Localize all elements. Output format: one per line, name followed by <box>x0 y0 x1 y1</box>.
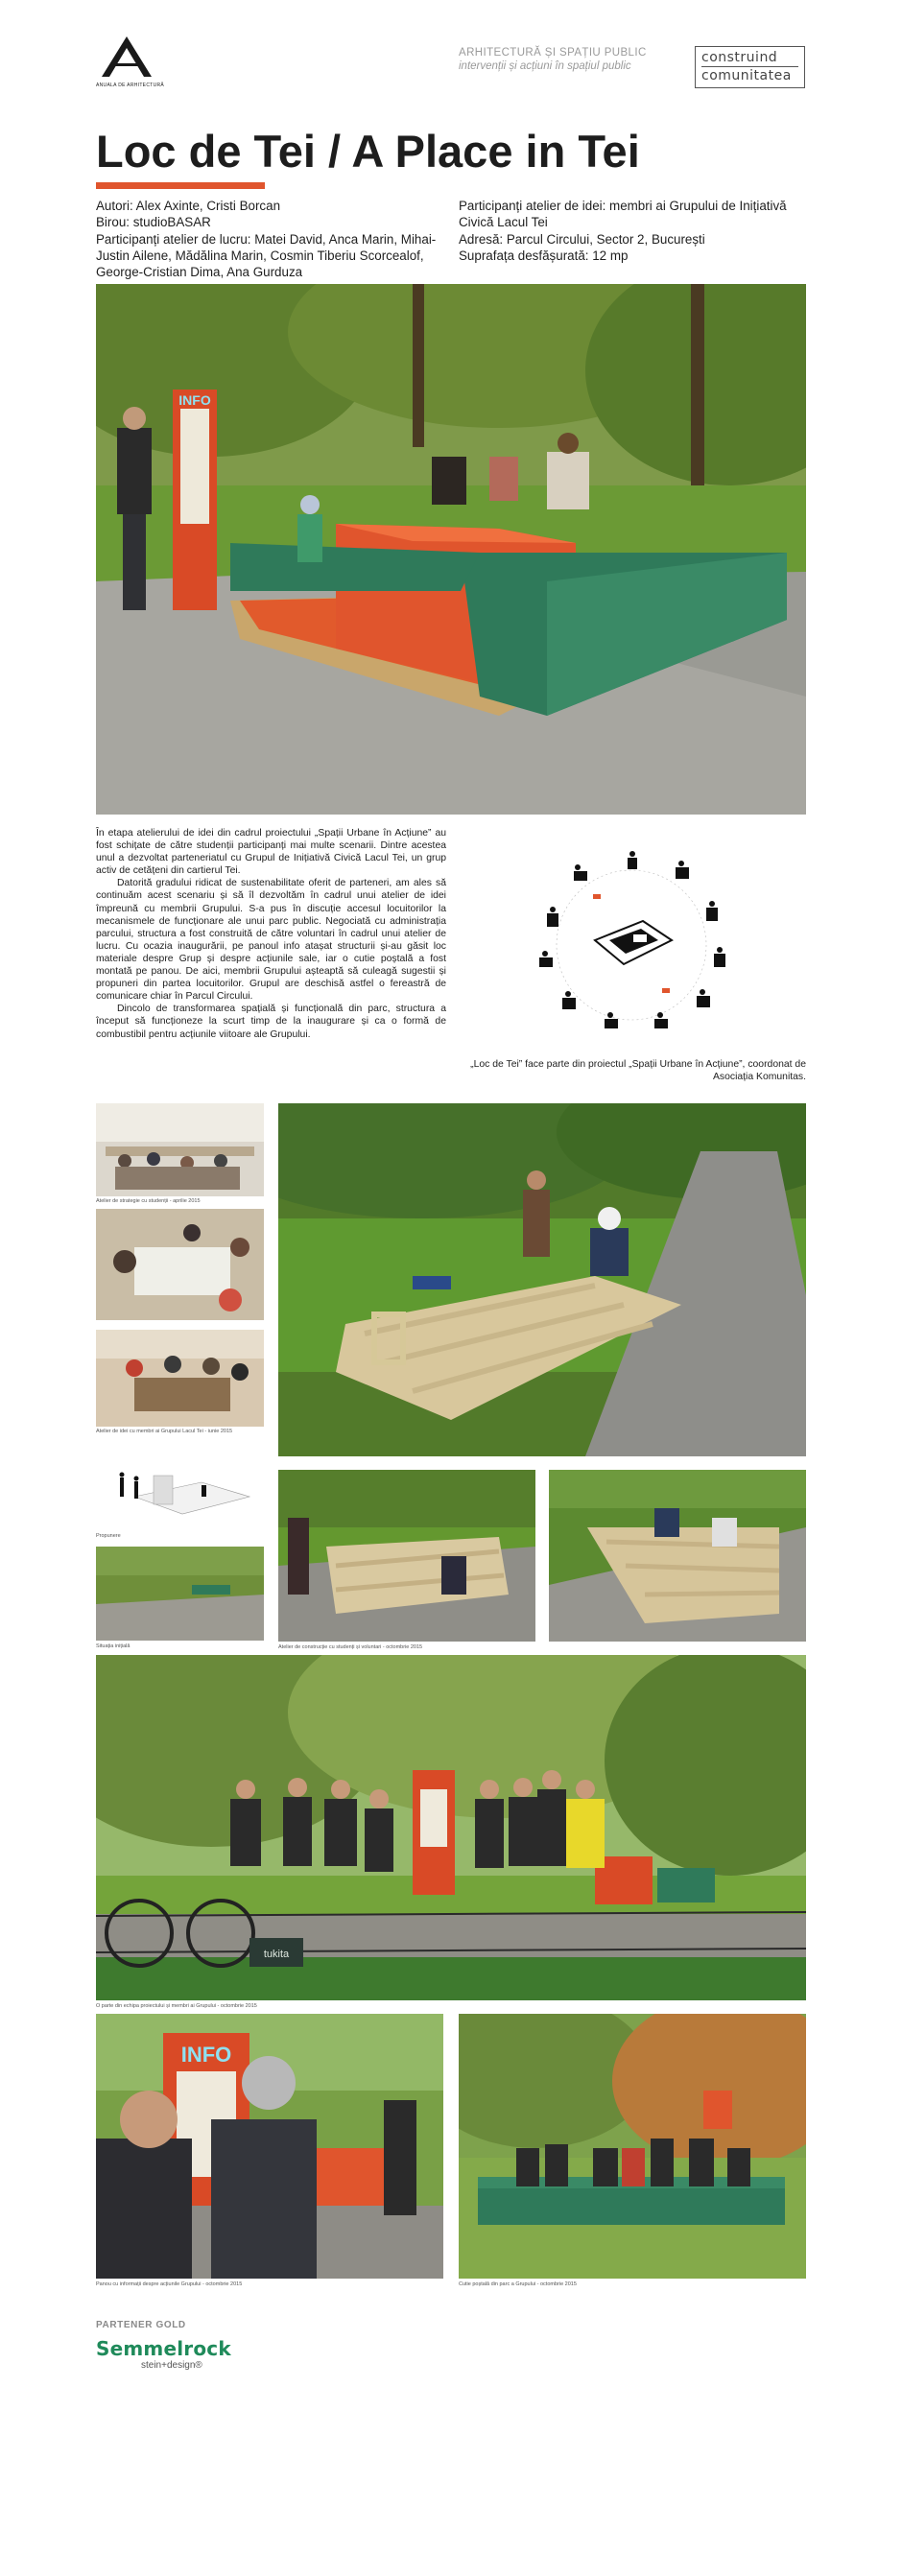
caption-info-panel: Panou cu informații despre acțiunile Grupului - octombrie 2015 <box>96 2281 243 2287</box>
circular-diagram <box>518 844 748 1046</box>
photo-strategy-workshop <box>96 1103 264 1196</box>
photo-construction-main <box>278 1103 806 1456</box>
description-paragraph: Datorită gradului ridicat de sustenabilitate oferit de parteneri, am ales să continuăm acest scenariu și să îl dezvoltăm în cadrul unui atelier de idei împreună cu membrii Grupului. S-a pus în discuție accesul locuitorilor la mecanismele de funcționare ale unui parc public. Negociată cu administrația parcului, structura a fost construită de către voluntari în cadrul unui atelier de lucru. Cu ocazia inaugurării, pe panoul info atașat structurii și-au găsit loc materiale despre Grup și despre acțiunile sale, iar o cutie poștală a fost montată pe panou. De aici, membrii Grupului așteaptă să culeagă sugestii și propuneri din partea locuitorilor. Grupul are deschisă astfel o fereastră de comunicare chiar în Parcul Circului. <box>96 878 446 1003</box>
main-photo-info-sign: INFO <box>178 392 211 408</box>
caption-strategy-workshop: Atelier de strategie cu studenții - aprilie 2015 <box>96 1198 201 1204</box>
caption-initial-situation: Situația inițială <box>96 1643 131 1649</box>
project-description <box>96 827 446 1041</box>
credit-authors: Autori: Alex Axinte, Cristi Borcan <box>96 199 281 213</box>
credit-address: Adresă: Parcul Circului, Sector 2, București <box>459 231 705 247</box>
diagram-graphic <box>518 844 748 1046</box>
credits-left <box>96 198 453 280</box>
photo-team <box>96 1655 806 2000</box>
series-line-1: ARHITECTURĂ ȘI SPAȚIU PUBLIC <box>459 47 647 59</box>
credit-workshop: Participanți atelier de lucru: Matei David, Anca Marin, Mihai-Justin Ailene, Mădălina Marin, Cosmin Tiberiu Scorcealof, George-Cristian Dima, Ana Gurduza <box>96 231 437 280</box>
credit-office: Birou: studioBASAR <box>96 215 211 230</box>
partner-tagline: stein+design® <box>141 2360 202 2371</box>
photo-ideas-workshop-2 <box>96 1330 264 1427</box>
partner-label: PARTENER GOLD <box>96 2320 186 2330</box>
photo-mailbox <box>459 2014 806 2279</box>
partner-logo: Semmelrock <box>96 2337 231 2360</box>
photo-info-panel <box>96 2014 443 2279</box>
caption-mailbox: Cutie poștală din parc a Grupului - octombrie 2015 <box>459 2281 577 2287</box>
bike-box-label: tukita <box>263 1949 290 1960</box>
logo-right-line-2: comunitatea <box>701 66 798 84</box>
photo-ideas-workshop-1 <box>96 1209 264 1320</box>
logo-a-mark <box>96 33 157 81</box>
title-underline <box>96 182 265 189</box>
photo-construction-2 <box>278 1470 535 1642</box>
diagram-caption: „Loc de Tei” face parte din proiectul „Spații Urbane în Acțiune”, coordonat de Asociația Komunitas. <box>470 1059 806 1083</box>
description-paragraph: Dincolo de transformarea spațială și funcțională din parc, structura a început să funcționeze la scurt timp de la inaugurare și ca o formă de combustibil pentru acțiunile viitoare ale Grupului. <box>96 1004 446 1040</box>
series-line-2: intervenții și acțiuni în spațiul public <box>459 60 631 72</box>
caption-proposal: Propunere <box>96 1533 121 1539</box>
series-title <box>459 46 647 73</box>
photo-initial-situation <box>96 1547 264 1641</box>
proposal-sketch <box>96 1449 264 1529</box>
construind-logo <box>695 46 805 88</box>
logo-right-line-1: construind <box>701 50 778 65</box>
annual-logo <box>96 33 165 92</box>
credit-ideas-workshop: Participanți atelier de idei: membri ai Grupului de Inițiativă Civică Lacul Tei <box>459 199 787 230</box>
caption-construction: Atelier de construcție cu studenți și voluntari - octombrie 2015 <box>278 1644 423 1650</box>
caption-team: O parte din echipa proiectului și membri ai Grupului - octombrie 2015 <box>96 2003 257 2009</box>
credit-surface: Suprafața desfășurată: 12 mp <box>459 248 629 263</box>
info-sign: INFO <box>180 2043 232 2067</box>
caption-ideas-workshop: Atelier de idei cu membri ai Grupului Lacul Tei - iunie 2015 <box>96 1429 233 1434</box>
logo-caption: ANUALA DE ARHITECTURĂ <box>96 83 165 88</box>
description-paragraph: În etapa atelierului de idei din cadrul proiectului „Spații Urbane în Acțiune” au fost schițate de către studenții participanți mai multe scenarii. Dintre acestea unul a dezvoltat parteneriatul cu Grupul de Inițiativă Civică Lacul Tei, un grup activ de cetățeni din cartierul Tei. <box>96 828 446 877</box>
photo-construction-3 <box>549 1470 806 1642</box>
page-title: Loc de Tei / A Place in Tei <box>96 126 640 177</box>
credits-right <box>459 198 806 264</box>
main-photo <box>96 284 806 815</box>
